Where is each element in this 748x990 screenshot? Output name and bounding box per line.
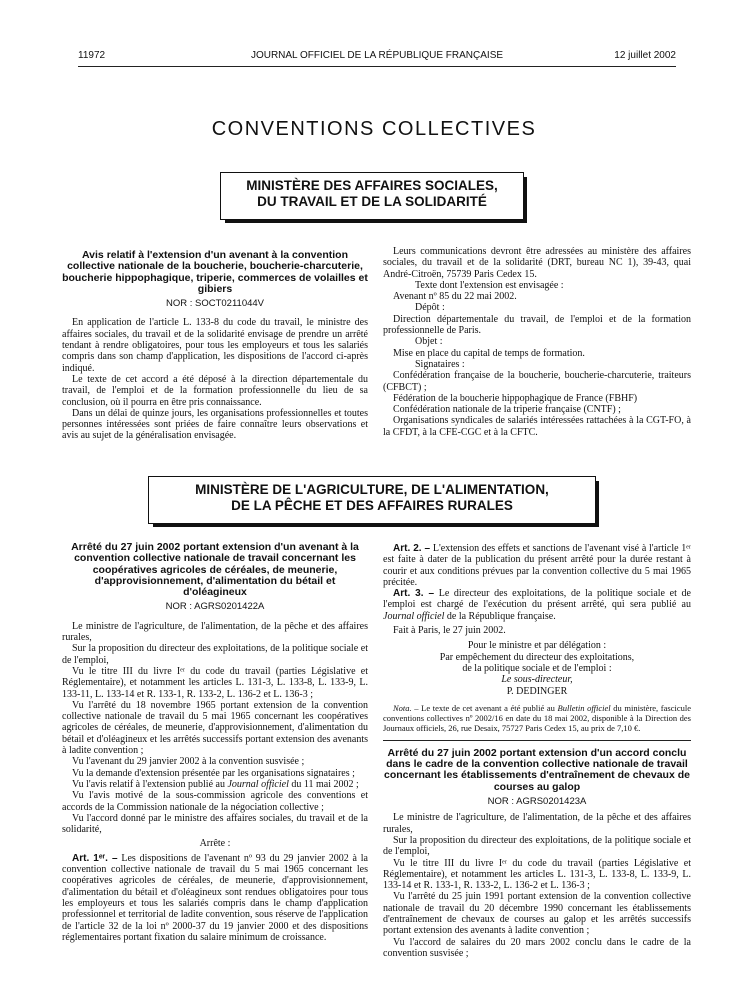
arrete-heading: Arrête :: [199, 838, 231, 850]
fait-a-paris: Fait à Paris, le 27 juin 2002.: [393, 625, 506, 637]
journal-title: JOURNAL OFFICIEL DE LA RÉPUBLIQUE FRANÇAISE: [250, 50, 504, 61]
paragraph: En application de l'article L. 133-8 du code du travail, le ministre des affaires sociales, du travail et de la solidarité envisage de prendre un arrêté tendant à rendre obligatoires, pour tous les employeurs et tous les salariés compris dans son champ d'application, les dispositions de l'accord ci-après indiqué.: [62, 317, 368, 374]
paragraph: Le ministre de l'agriculture, de l'alimentation, de la pêche et des affaires rurales,: [62, 620, 368, 644]
paragraph: Le texte de cet accord a été déposé à la direction départementale du travail, de l'emploi et de la formation professionnelle du lieu de sa conclusion, où il pourra en être pris connaissance.: [62, 373, 368, 408]
paragraph: Confédération française de la boucherie, boucherie-charcuterie, traiteurs (CFBCT) ;: [383, 370, 691, 393]
avis-right-column: [383, 246, 691, 438]
avis-nor: NOR : SOCT0211044V: [165, 298, 265, 310]
paragraph: Objet :: [415, 336, 443, 348]
avis-title: Avis relatif à l'extension d'un avenant à la convention collective nationale de la boucherie, boucherie-charcuterie, boucherie hippophagique, triperie, commerces de volailles et gibiers: [62, 249, 368, 295]
paragraph: Leurs communications devront être adressées au ministère des affaires sociales, du travail et de la solidarité (DRT, bureau NC 1), 39-43, quai André-Citroën, 75739 Paris Cedex 15.: [383, 246, 691, 280]
paragraph: Sur la proposition du directeur des exploitations, de la politique sociale et de l'emploi,: [383, 834, 691, 858]
ministry-box-social-affairs: [220, 172, 524, 220]
paragraph: Fédération de la boucherie hippophagique de France (FBHF): [393, 392, 638, 404]
paragraph: Vu l'arrêté du 25 juin 1991 portant extension de la convention collective nationale de travail du 20 décembre 1990 concernant les établissements d'entraînement de chevaux de courses au galop et les arrêtés successifs portant extension des avenants à ladite convention ;: [383, 891, 691, 937]
page-header: [78, 50, 676, 64]
paragraph: Dans un délai de quinze jours, les organisations professionnelles et toutes personnes intéressées sont priées de faire connaître leurs observations et avis au sujet de la généralisation envisagée.: [62, 407, 368, 442]
ministry-box-agriculture: [148, 476, 596, 524]
signatory-name: P. DEDINGER: [506, 685, 568, 697]
paragraph: Mise en place du capital de temps de formation.: [393, 347, 585, 359]
paragraph: Vu l'avenant du 29 janvier 2002 à la convention susvisée ;: [72, 756, 305, 768]
paragraph: Vu l'accord donné par le ministre des affaires sociales, du travail et de la solidarité,: [62, 812, 368, 836]
header-rule: [78, 66, 676, 67]
paragraph: Vu l'avis motivé de la sous-commission agricole des conventions et accords de la Commission nationale de la négociation collective ;: [62, 790, 368, 813]
ministry-line: DU TRAVAIL ET DE LA SOLIDARITÉ: [257, 194, 487, 209]
paragraph: Confédération nationale de la triperie française (CNTF) ;: [393, 404, 621, 416]
paragraph: Direction départementale du travail, de l'emploi et de la formation professionnelle de Paris.: [383, 313, 691, 337]
paragraph: Vu le titre III du livre Iᵉʳ du code du travail (parties Législative et Réglementaire), et notamment les articles L. 131-3, L. 133-8, L. 133-9, L. 133-14 et R. 133-1, R. 133-2, L. 136-2 et L. 136-3 ;: [383, 857, 691, 892]
arrete1-nor: NOR : AGRS0201422A: [165, 601, 265, 613]
arrete2-nor: NOR : AGRS0201423A: [487, 796, 587, 808]
article-1: Art. 1ᵉʳ. – Les dispositions de l'avenant nº 93 du 29 janvier 2002 à la convention collective nationale de travail du 5 mai 1965 concernant les coopératives agricoles de céréales, de meunerie, d'approvisionnement, d'alimentation du bétail et d'oléagineux sont rendues obligatoires pour tous les employeurs et tous les salariés compris dans le champ d'application professionnel et territorial de ladite convention, sous réserve de l'application de l'article 32 de la loi nº 2000-37 du 19 janvier 2000 et des dispositions réglementaires portant fixation du salaire minimum de croissance.: [62, 852, 368, 943]
paragraph: Texte dont l'extension est envisagée :: [415, 279, 564, 291]
paragraph: Dépôt :: [415, 302, 445, 314]
paragraph: Vu l'arrêté du 18 novembre 1965 portant extension de la convention collective nationale de travail du 5 mai 1965 concernant les coopératives agricoles de céréales, de meunerie, d'approvisionnement, d'alimentation du bétail et d'oléagineux et les arrêtés successifs portant extension des avenants à ladite convention ;: [62, 699, 368, 757]
arrete-right-column: [383, 543, 691, 959]
ministry-line: DE LA PÊCHE ET DES AFFAIRES RURALES: [231, 498, 513, 513]
paragraph: Vu le titre III du livre Iᵉʳ du code du travail (parties Législative et Réglementaire), et notamment les articles L. 131-3, L. 133-8, L. 133-9, L. 133-11, L. 133-14 et R. 133-1, R. 133-2, L. 136-2 et L. 136-3 ;: [62, 665, 368, 700]
arrete1-left-column: [62, 542, 368, 943]
avis-left-column: [62, 250, 368, 442]
paragraph: Vu l'accord de salaires du 20 mars 2002 conclu dans le cadre de la convention susvisée ;: [383, 936, 691, 959]
signature-line: de la politique sociale et de l'emploi :: [462, 662, 612, 674]
paragraph: Sur la proposition du directeur des exploitations, de la politique sociale et de l'emploi,: [62, 643, 368, 666]
paragraph: Vu la demande d'extension présentée par les organisations signataires ;: [72, 767, 355, 779]
paragraph: Avenant nº 85 du 22 mai 2002.: [393, 291, 517, 303]
issue-date: 12 juillet 2002: [614, 50, 676, 61]
arrete2-title: Arrêté du 27 juin 2002 portant extension d'un accord conclu dans le cadre de la convention collective nationale de travail concernant les établissements d'entraînement de chevaux de courses au galop: [384, 746, 690, 793]
signature-line: Par empêchement du directeur des exploitations,: [439, 651, 635, 663]
section-title: CONVENTIONS COLLECTIVES: [211, 118, 537, 140]
nota: Nota. – Le texte de cet avenant a été publié au Bulletin officiel du ministère, fascicule conventions collectives nº 2002/16 en date du 18 mai 2002, disponible à la Direction des Journaux officiels, 26, rue Desaix, 75727 Paris Cedex 15, au prix de 7,10 €.: [383, 702, 691, 733]
paragraph: Organisations syndicales de salariés intéressées rattachées à la CGT-FO, à la CFDT, à la CFE-CGC et à la CFTC.: [383, 415, 691, 438]
article-3: Art. 3. – Le directeur des exploitations, de la politique sociale et de l'emploi est chargé de l'exécution du présent arrêté, qui sera publié au Journal officiel de la République française.: [383, 588, 691, 622]
ministry-line: MINISTÈRE DES AFFAIRES SOCIALES,: [246, 178, 498, 193]
ministry-line: MINISTÈRE DE L'AGRICULTURE, DE L'ALIMENTATION,: [195, 482, 549, 497]
article-2: Art. 2. – L'extension des effets et sanctions de l'avenant visé à l'article 1ᵉʳ est faite à dater de la publication du présent arrêté pour la durée restant à courir et aux conditions prévues par la convention collective du 5 mai 1965 précitée.: [383, 543, 691, 588]
signature-line: Le sous-directeur,: [501, 674, 573, 686]
arrete1-title: Arrêté du 27 juin 2002 portant extension d'un avenant à la convention collective nationale de travail concernant les coopératives agricoles de céréales, de meunerie, d'approvisionnement, d'alimentation du bétail et d'oléagineux: [71, 541, 359, 599]
separator: [383, 740, 691, 741]
signature-line: Pour le ministre et par délégation :: [467, 640, 607, 652]
paragraph: Signataires :: [415, 358, 465, 370]
paragraph: Vu l'avis relatif à l'extension publié au Journal officiel du 11 mai 2002 ;: [72, 778, 359, 790]
paragraph: Le ministre de l'agriculture, de l'alimentation, de la pêche et des affaires rurales,: [383, 812, 691, 835]
page-number: 11972: [78, 50, 106, 61]
